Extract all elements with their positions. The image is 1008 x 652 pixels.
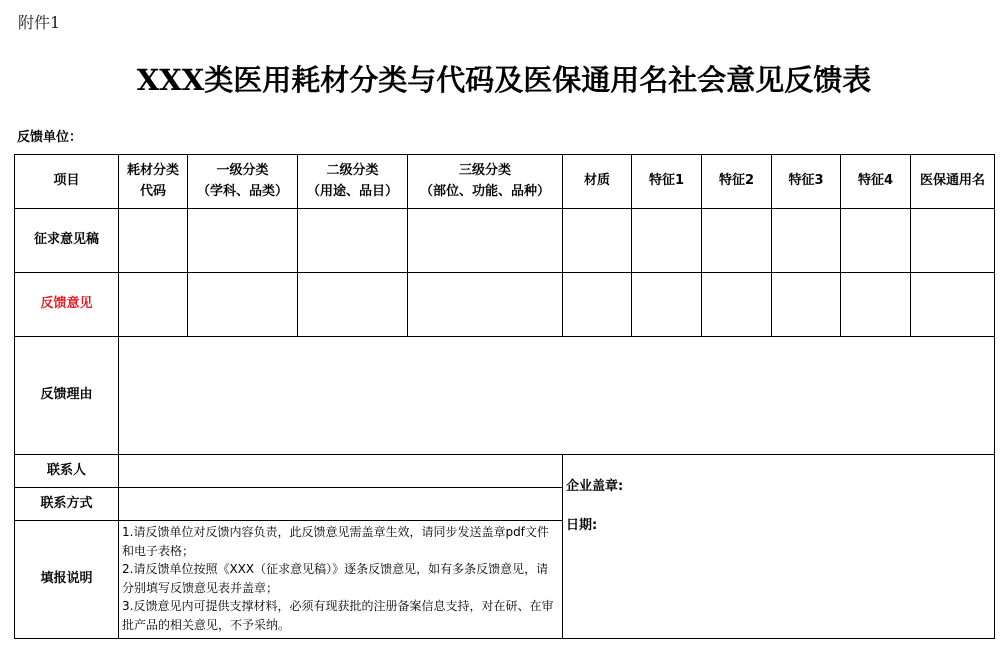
draft-material-cell[interactable] [563, 209, 632, 273]
feedback-common-name-cell[interactable] [911, 273, 995, 337]
header-category-code-line2: 代码 [139, 183, 166, 199]
feedback-level1-cell[interactable] [188, 273, 298, 337]
draft-row-label: 征求意见稿 [15, 209, 119, 273]
header-category-code-line1: 耗材分类 [126, 162, 179, 178]
instruction-note-1: 1.请反馈单位对反馈内容负责，此反馈意见需盖章生效，请同步发送盖章pdf文件和电子表格； [122, 525, 549, 558]
date-label: 日期: [566, 517, 598, 533]
feedback-material-cell[interactable] [563, 273, 632, 337]
reason-row-label: 反馈理由 [15, 337, 119, 455]
contact-person-row [15, 455, 995, 488]
instruction-note-2: 2.请反馈单位按照《XXX（征求意见稿）》逐条反馈意见，如有多条反馈意见，请分别填写反馈意见表并盖章； [122, 562, 549, 595]
draft-feature3-cell[interactable] [772, 209, 841, 273]
contact-person-label: 联系人 [15, 455, 119, 488]
draft-row [15, 209, 995, 273]
header-level3-line1: 三级分类 [458, 162, 511, 178]
draft-level3-cell[interactable] [408, 209, 563, 273]
table-header-row [15, 155, 995, 209]
contact-method-label: 联系方式 [15, 488, 119, 521]
header-level2-line1: 二级分类 [326, 162, 379, 178]
header-level1-line1: 一级分类 [216, 162, 269, 178]
header-item: 项目 [15, 155, 119, 209]
header-feature3: 特征3 [772, 155, 841, 209]
reason-row [15, 337, 995, 455]
feedback-feature2-cell[interactable] [702, 273, 772, 337]
instructions-notes [119, 521, 563, 639]
feedback-code-cell[interactable] [119, 273, 188, 337]
feedback-unit-label: 反馈单位： [17, 130, 83, 145]
contact-method-input-cell[interactable] [119, 488, 563, 521]
draft-feature1-cell[interactable] [632, 209, 702, 273]
page-title: XXX类医用耗材分类与代码及医保通用名社会意见反馈表 [136, 63, 872, 97]
instructions-label: 填报说明 [15, 521, 119, 639]
feedback-feature3-cell[interactable] [772, 273, 841, 337]
header-level2 [298, 155, 408, 209]
draft-level1-cell[interactable] [188, 209, 298, 273]
reason-input-cell[interactable] [119, 337, 995, 455]
header-level3 [408, 155, 563, 209]
header-feature1: 特征1 [632, 155, 702, 209]
header-level1 [188, 155, 298, 209]
feedback-level3-cell[interactable] [408, 273, 563, 337]
draft-code-cell[interactable] [119, 209, 188, 273]
header-category-code [119, 155, 188, 209]
header-material: 材质 [563, 155, 632, 209]
draft-common-name-cell[interactable] [911, 209, 995, 273]
feedback-row-label: 反馈意见 [15, 273, 119, 337]
header-level1-line2: （学科、品类） [196, 183, 288, 199]
seal-label: 企业盖章: [566, 479, 624, 494]
header-feature2: 特征2 [702, 155, 772, 209]
feedback-level2-cell[interactable] [298, 273, 408, 337]
feedback-feature4-cell[interactable] [841, 273, 911, 337]
instruction-note-3: 3.反馈意见内可提供支撑材料，必须有现获批的注册备案信息支持，对在研、在审批产品的相关意见，不予采纳。 [122, 599, 554, 632]
feedback-form-table [14, 154, 995, 639]
feedback-feature1-cell[interactable] [632, 273, 702, 337]
seal-date-cell[interactable] [563, 455, 995, 639]
draft-level2-cell[interactable] [298, 209, 408, 273]
attachment-label: 附件1 [18, 13, 61, 32]
feedback-row [15, 273, 995, 337]
header-level3-line2: （部位、功能、品种） [419, 183, 550, 199]
draft-feature2-cell[interactable] [702, 209, 772, 273]
contact-person-input-cell[interactable] [119, 455, 563, 488]
header-common-name: 医保通用名 [911, 155, 995, 209]
draft-feature4-cell[interactable] [841, 209, 911, 273]
header-level2-line2: （用途、品目） [306, 183, 398, 199]
header-feature4: 特征4 [841, 155, 911, 209]
